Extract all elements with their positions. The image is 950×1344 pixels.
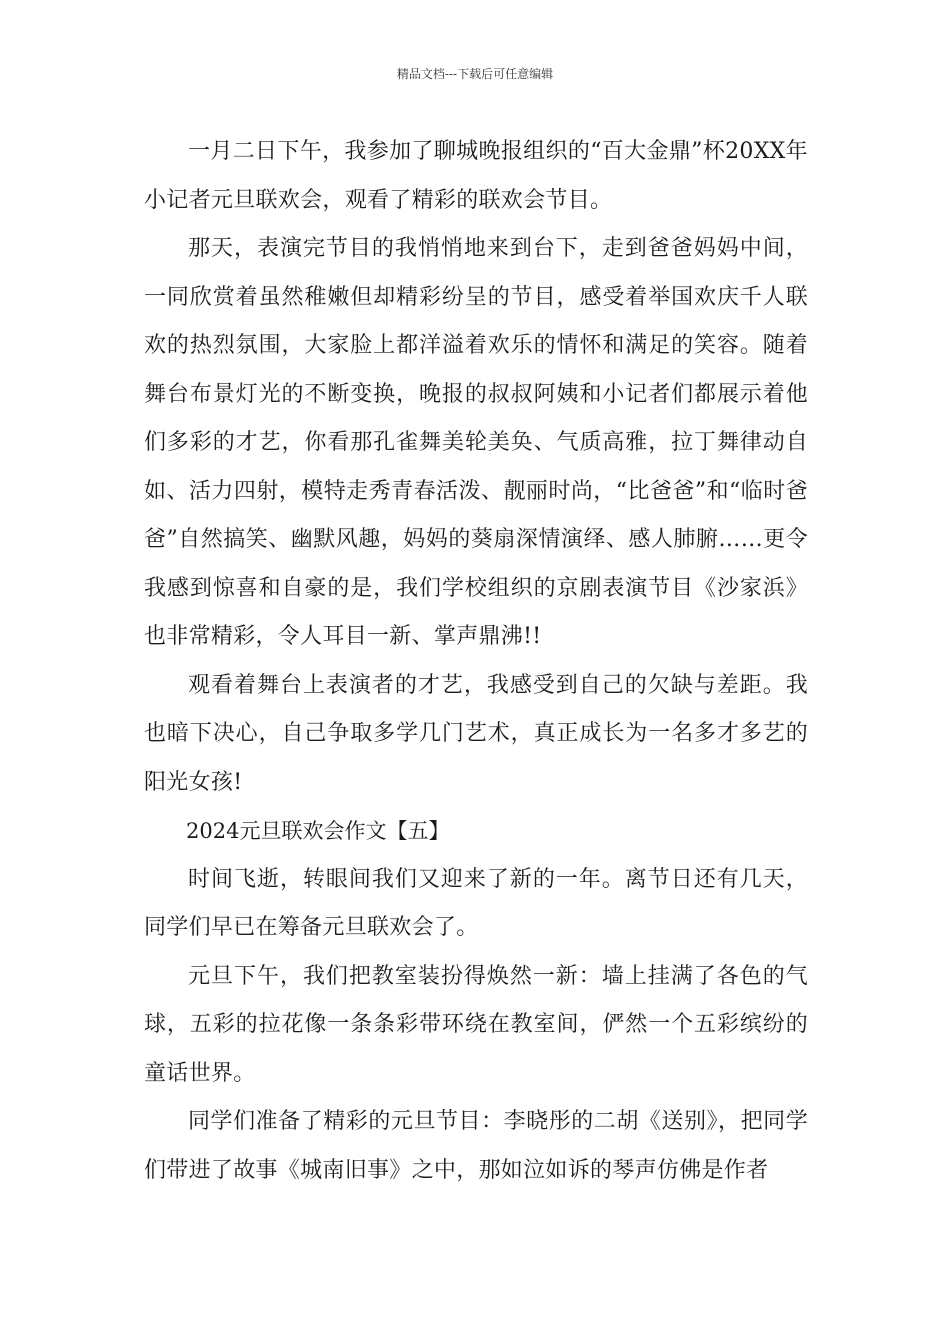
paragraph-1: 一月二日下午，我参加了聊城晚报组织的“百大金鼎”杯20XX年小记者元旦联欢会，观看了精彩的联欢会节目。 bbox=[144, 139, 808, 213]
section-title: 2024元旦联欢会作文【五】 bbox=[186, 819, 450, 843]
paragraph-3: 观看着舞台上表演者的才艺，我感受到自己的欠缺与差距。我也暗下决心，自己争取多学几门艺术，真正成长为一名多才多艺的阳光女孩! bbox=[144, 672, 808, 795]
paragraph-6: 同学们准备了精彩的元旦节目：李晓彤的二胡《送别》，把同学们带进了故事《城南旧事》之中，那如泣如诉的琴声仿佛是作者 bbox=[144, 1109, 808, 1183]
document-body bbox=[144, 128, 808, 1195]
paragraph-4: 时间飞逝，转眼间我们又迎来了新的一年。离节日还有几天，同学们早已在筹备元旦联欢会了。 bbox=[144, 866, 808, 940]
paragraph-2: 那天，表演完节目的我悄悄地来到台下，走到爸爸妈妈中间，一同欣赏着虽然稚嫩但却精彩纷呈的节目，感受着举国欢庆千人联欢的热烈氛围，大家脸上都洋溢着欢乐的情怀和满足的笑容。随着舞台布景灯光的不断变换，晚报的叔叔阿姨和小记者们都展示着他们多彩的才艺，你看那孔雀舞美轮美奂、气质高雅，拉丁舞律动自如、活力四射，模特走秀青春活泼、靓丽时尚，“比爸爸”和“临时爸爸”自然搞笑、幽默风趣，妈妈的葵扇深情演绎、感人肺腑……更令我感到惊喜和自豪的是，我们学校组织的京剧表演节目《沙家浜》也非常精彩，令人耳目一新、掌声鼎沸!! bbox=[144, 236, 808, 649]
page-header: 精品文档---下载后可任意编辑 bbox=[396, 67, 554, 81]
paragraph-5: 元旦下午，我们把教室装扮得焕然一新：墙上挂满了各色的气球，五彩的拉花像一条条彩带环绕在教室间，俨然一个五彩缤纷的童话世界。 bbox=[144, 963, 808, 1086]
